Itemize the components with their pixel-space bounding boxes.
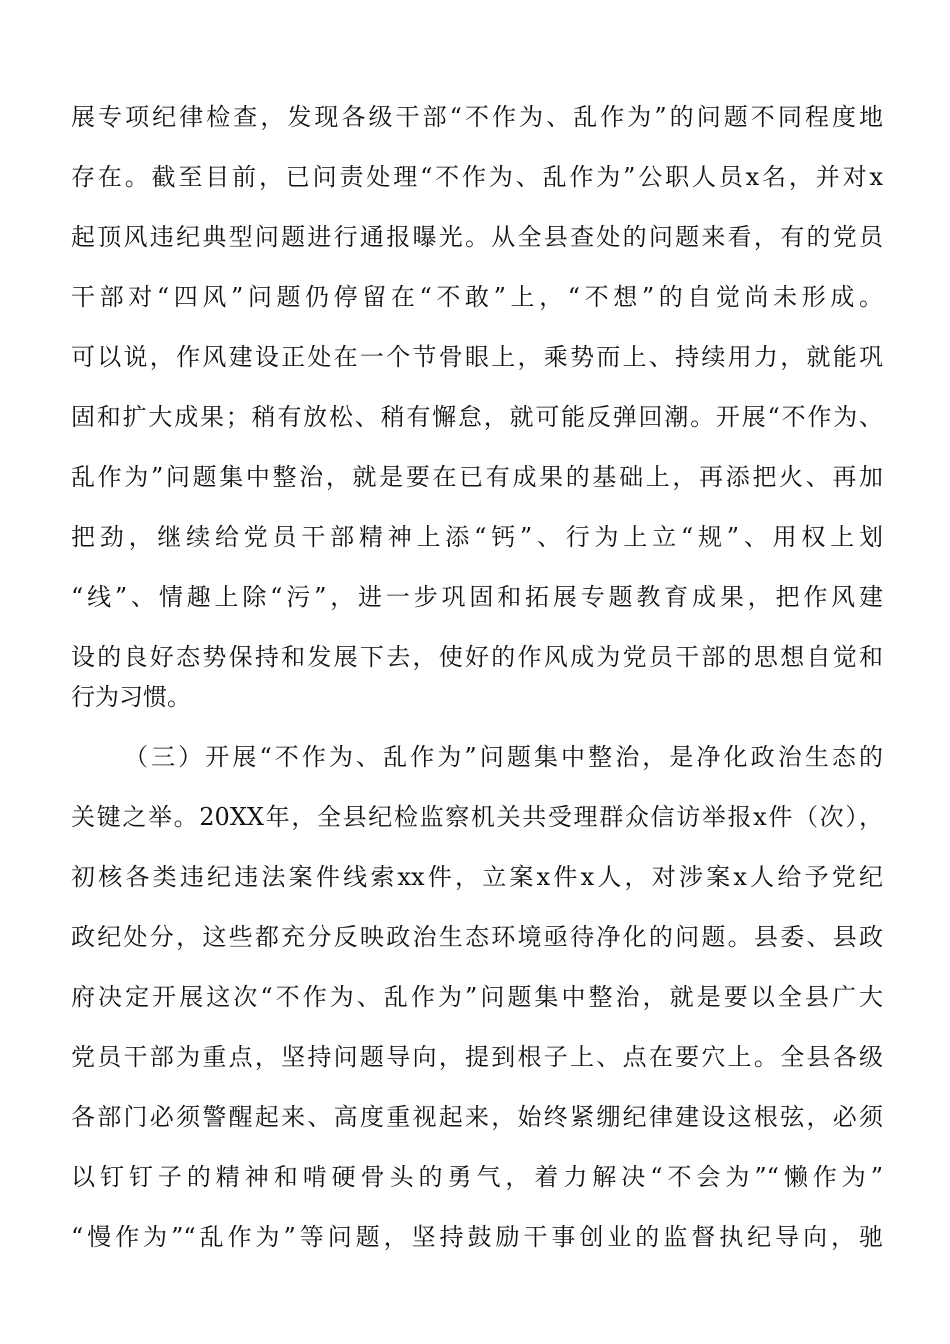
text-line: 初核各类违纪违法案件线索xx件，立案x件x人，对涉案x人给予党纪 [71, 863, 883, 891]
text-line: 起顶风违纪典型问题进行通报曝光。从全县查处的问题来看，有的党员 [71, 223, 883, 251]
text-line: 展专项纪律检查，发现各级干部“不作为、乱作为”的问题不同程度地 [71, 103, 883, 131]
text-line: 政纪处分，这些都充分反映政治生态环境亟待净化的问题。县委、县政 [71, 923, 883, 951]
text-line: （三）开展“不作为、乱作为”问题集中整治，是净化政治生态的 [124, 743, 883, 771]
text-line: “慢作为”“乱作为”等问题，坚持鼓励干事创业的监督执纪导向，驰 [71, 1223, 883, 1251]
text-line: 党员干部为重点，坚持问题导向，提到根子上、点在要穴上。全县各级 [71, 1043, 883, 1071]
text-line: 行为习惯。 [71, 683, 191, 711]
text-line: 可以说，作风建设正处在一个节骨眼上，乘势而上、持续用力，就能巩 [71, 343, 883, 371]
text-line: “线”、情趣上除“污”，进一步巩固和拓展专题教育成果，把作风建 [71, 583, 883, 611]
text-line: 乱作为”问题集中整治，就是要在已有成果的基础上，再添把火、再加 [71, 463, 883, 491]
text-line: 固和扩大成果；稍有放松、稍有懈怠，就可能反弹回潮。开展“不作为、 [71, 403, 883, 431]
text-line: 存在。截至目前，已问责处理“不作为、乱作为”公职人员x名，并对x [71, 163, 883, 191]
text-line: 各部门必须警醒起来、高度重视起来，始终紧绷纪律建设这根弦，必须 [71, 1103, 883, 1131]
text-line: 府决定开展这次“不作为、乱作为”问题集中整治，就是要以全县广大 [71, 983, 883, 1011]
text-line: 以钉钉子的精神和啃硬骨头的勇气，着力解决“不会为”“懒作为” [71, 1163, 883, 1191]
text-line: 干部对“四风”问题仍停留在“不敢”上，“不想”的自觉尚未形成。 [71, 283, 883, 311]
text-line: 设的良好态势保持和发展下去，使好的作风成为党员干部的思想自觉和 [71, 643, 883, 671]
text-line: 关键之举。20XX年，全县纪检监察机关共受理群众信访举报x件（次）， [71, 803, 883, 831]
text-line: 把劲，继续给党员干部精神上添“钙”、行为上立“规”、用权上划 [71, 523, 883, 551]
